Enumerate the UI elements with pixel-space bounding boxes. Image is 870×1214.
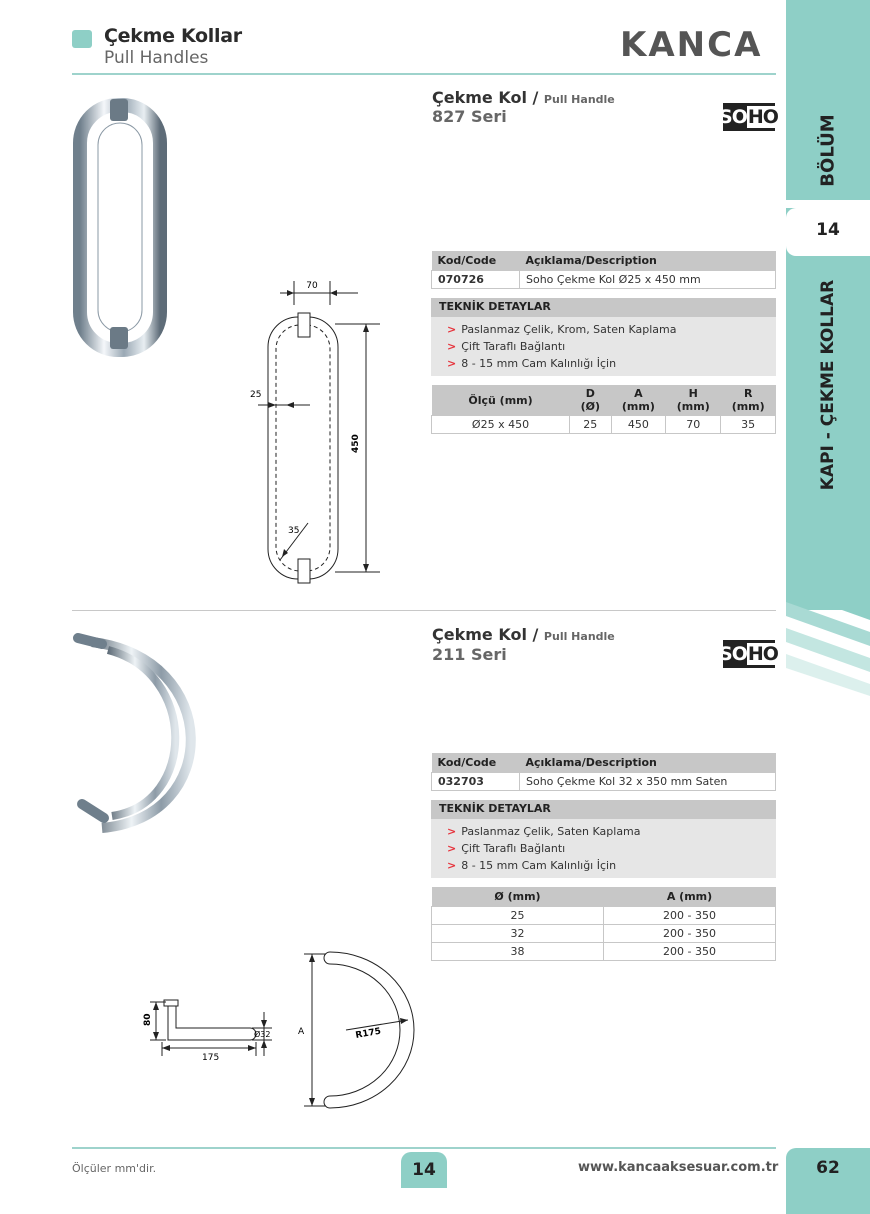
- soho-brand-badge: SO HO: [723, 640, 775, 668]
- sidebar: [786, 0, 870, 610]
- product-211-dimension-table: [431, 887, 776, 961]
- product-827-title: Çekme Kol / Pull Handle: [432, 88, 615, 107]
- product-description: Soho Çekme Kol Ø25 x 450 mm: [520, 271, 776, 289]
- list-item: > Çift Taraflı Bağlantı: [447, 340, 566, 353]
- header-color-square: [72, 30, 92, 48]
- table-row: [432, 271, 776, 289]
- list-item: > 8 - 15 mm Cam Kalınlığı İçin: [447, 859, 617, 872]
- sidebar-stripes: [786, 580, 870, 700]
- drawing-radius-label: 35: [288, 526, 300, 536]
- product-827-tech-details: [431, 298, 776, 376]
- drawing-height-label: 450: [351, 434, 361, 453]
- dim-header: D (Ø): [570, 385, 612, 416]
- page-subtitle: Pull Handles: [104, 48, 209, 68]
- product-description: Soho Çekme Kol 32 x 350 mm Saten: [520, 773, 776, 791]
- sidebar-number: 14: [816, 220, 840, 240]
- dim-header: R (mm): [721, 385, 776, 416]
- sidebar-section-label: BÖLÜM: [817, 114, 839, 187]
- table-row: [432, 773, 776, 791]
- table-row: [432, 925, 776, 943]
- tech-details-heading: TEKNİK DETAYLAR: [431, 800, 776, 819]
- product-211-code-table: [431, 753, 776, 791]
- product-211-side-drawing: [140, 990, 280, 1065]
- footer-page-number: 62: [786, 1148, 870, 1214]
- drawing-height-label: 80: [143, 1013, 153, 1026]
- code-header: Kod/Code: [432, 251, 520, 271]
- sidebar-category-label: KAPI - ÇEKME KOLLAR: [818, 279, 838, 491]
- product-code: 032703: [432, 773, 520, 791]
- table-cell: 200 - 350: [604, 943, 776, 961]
- product-827-photo: [72, 95, 172, 360]
- table-row: [432, 943, 776, 961]
- product-211-front-drawing: [290, 940, 430, 1120]
- product-827-series: 827 Seri: [432, 107, 507, 126]
- description-header: Açıklama/Description: [520, 251, 776, 271]
- product-211-tech-details: [431, 800, 776, 878]
- product-827-drawing: [240, 275, 390, 605]
- list-item: > Paslanmaz Çelik, Krom, Saten Kaplama: [447, 323, 677, 336]
- table-row: [432, 907, 776, 925]
- dim-header: A (mm): [604, 887, 776, 907]
- table-row: [432, 416, 776, 434]
- product-separator: [72, 610, 776, 611]
- footer-website-link[interactable]: www.kancaaksesuar.com.tr: [578, 1160, 779, 1175]
- footer-divider: [72, 1147, 776, 1149]
- drawing-diameter-label: 25: [250, 390, 262, 400]
- soho-brand-badge: SO HO: [723, 103, 775, 131]
- table-cell: 25: [432, 907, 604, 925]
- drawing-width-label: 70: [306, 281, 318, 291]
- drawing-diameter-label: Ø32: [254, 1030, 271, 1039]
- table-cell: Ø25 x 450: [432, 416, 570, 434]
- brand-logo: KANCA: [620, 25, 763, 65]
- dim-header: Ø (mm): [432, 887, 604, 907]
- table-cell: 25: [570, 416, 612, 434]
- table-cell: 450: [611, 416, 666, 434]
- table-cell: 38: [432, 943, 604, 961]
- tech-details-heading: TEKNİK DETAYLAR: [431, 298, 776, 317]
- dim-header: A (mm): [611, 385, 666, 416]
- list-item: > Çift Taraflı Bağlantı: [447, 842, 566, 855]
- product-code: 070726: [432, 271, 520, 289]
- drawing-length-label: 175: [202, 1053, 220, 1063]
- list-item: > 8 - 15 mm Cam Kalınlığı İçin: [447, 357, 617, 370]
- dim-header: Ölçü (mm): [432, 385, 570, 416]
- page-title: Çekme Kollar: [104, 25, 242, 47]
- table-cell: 70: [666, 416, 721, 434]
- dim-header: H (mm): [666, 385, 721, 416]
- product-211-title: Çekme Kol / Pull Handle: [432, 625, 615, 644]
- product-211-series: 211 Seri: [432, 645, 507, 664]
- table-cell: 32: [432, 925, 604, 943]
- table-cell: 35: [721, 416, 776, 434]
- code-header: Kod/Code: [432, 753, 520, 773]
- description-header: Açıklama/Description: [520, 753, 776, 773]
- drawing-radius-label: R175: [354, 1026, 382, 1041]
- product-827-code-table: [431, 251, 776, 289]
- product-827-dimension-table: [431, 385, 776, 434]
- header-divider: [72, 73, 776, 75]
- footer-section-number: 14: [401, 1152, 447, 1188]
- footer-note: Ölçüler mm'dir.: [72, 1162, 157, 1175]
- product-211-photo: [72, 628, 202, 843]
- table-cell: 200 - 350: [604, 925, 776, 943]
- table-cell: 200 - 350: [604, 907, 776, 925]
- list-item: > Paslanmaz Çelik, Saten Kaplama: [447, 825, 641, 838]
- drawing-a-label: A: [298, 1027, 305, 1037]
